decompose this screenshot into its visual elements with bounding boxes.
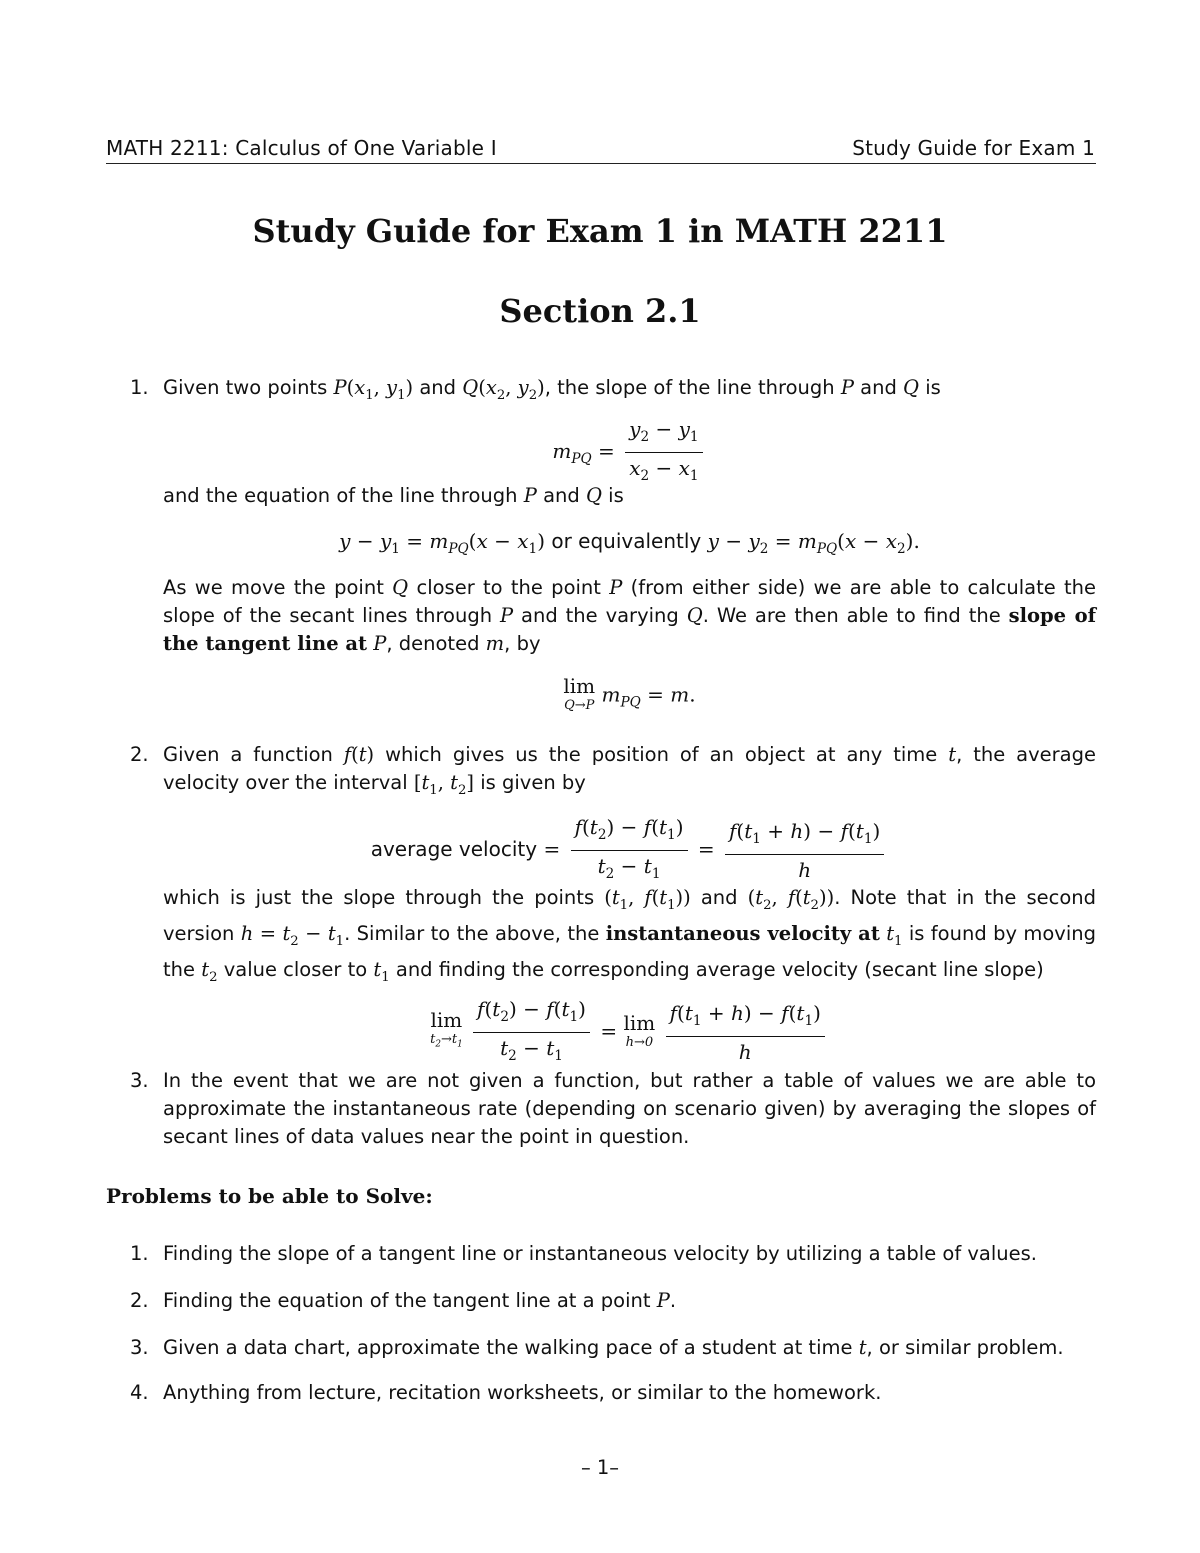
problem-item: Finding the equation of the tangent line at a point P. bbox=[163, 1289, 677, 1312]
section-heading: Section 2.1 bbox=[499, 292, 701, 330]
problem-number: 3. bbox=[130, 1336, 149, 1359]
header-rule bbox=[106, 163, 1096, 164]
instantaneous-velocity-limit: lim $t_2\to t_1$ $\frac{f(t_2) - f(t_1)}{t_2 - t_1}$ = lim h→0 $\frac{f(t_1 + h) - f(t_1)}{h}$ bbox=[163, 994, 1096, 1071]
tangent-limit: lim Q→P $m_{PQ} = m$. bbox=[563, 674, 696, 713]
problem-number: 4. bbox=[130, 1381, 149, 1404]
item-1-intro: Given two points $P(x_1$, $y_1$) and $Q(x_2$, $y_2$), the slope of the line through P and Q is bbox=[163, 376, 941, 403]
item-2-intro: Given a function f(t) which gives us the position of an object at any time t, the average velocity over the interval [$t_1$, $t_2$] is given by bbox=[163, 743, 1097, 798]
page-number: – 1– bbox=[580, 1456, 620, 1479]
line-equation: $y - y_1 = m_{PQ}(x - x_1)$ or equivalently $y - y_2 = m_{PQ}(x - x_2)$. bbox=[339, 529, 920, 557]
header-course: MATH 2211: Calculus of One Variable I bbox=[106, 136, 497, 160]
item-number: 3. bbox=[130, 1069, 149, 1092]
page-title: Study Guide for Exam 1 in MATH 2211 bbox=[252, 212, 948, 250]
problem-number: 1. bbox=[130, 1242, 149, 1265]
problem-item: Anything from lecture, recitation worksheets, or similar to the homework. bbox=[163, 1381, 882, 1404]
item-1-line-text: and the equation of the line through P and Q is bbox=[163, 484, 624, 507]
problems-heading: Problems to be able to Solve: bbox=[106, 1184, 433, 1208]
problem-item: Finding the slope of a tangent line or instantaneous velocity by utilizing a table of values. bbox=[163, 1242, 1038, 1265]
item-2-instantaneous-text: which is just the slope through the points ($t_1$, $f(t_1)$) and ($t_2$, $f(t_2)$). Note that in the second version $h = t_2 - t_1$. Similar to the above, the instantaneous velocity at $t_1$ is found by moving the $t_2$ value closer to $t_1$ and finding the corresponding average velocity (secant line slope) bbox=[163, 886, 1096, 985]
problem-number: 2. bbox=[130, 1289, 149, 1312]
slope-formula: $m_{PQ}$ = $\frac{y_2 - y_1}{x_2 - x_1}$ bbox=[163, 414, 1096, 491]
item-number: 2. bbox=[130, 743, 149, 766]
header-doc-title: Study Guide for Exam 1 bbox=[852, 136, 1095, 160]
item-number: 1. bbox=[130, 376, 149, 399]
item-3-text: In the event that we are not given a function, but rather a table of values we are able to approximate the instantaneous rate (depending on scenario given) by averaging the slopes of secant lines of data values near the point in question. bbox=[163, 1069, 1096, 1148]
average-velocity-formula: average velocity = $\frac{f(t_2) - f(t_1)}{t_2 - t_1}$ = $\frac{f(t_1 + h) - f(t_1)}{h}$ bbox=[163, 812, 1096, 889]
item-1-tangent-text: As we move the point Q closer to the point P (from either side) we are able to calculate the slope of the secant lines through P and the varying Q. We are then able to find the slope of the tangent line at P, denoted m, by bbox=[163, 576, 1097, 655]
problem-item: Given a data chart, approximate the walking pace of a student at time t, or similar problem. bbox=[163, 1336, 1064, 1359]
